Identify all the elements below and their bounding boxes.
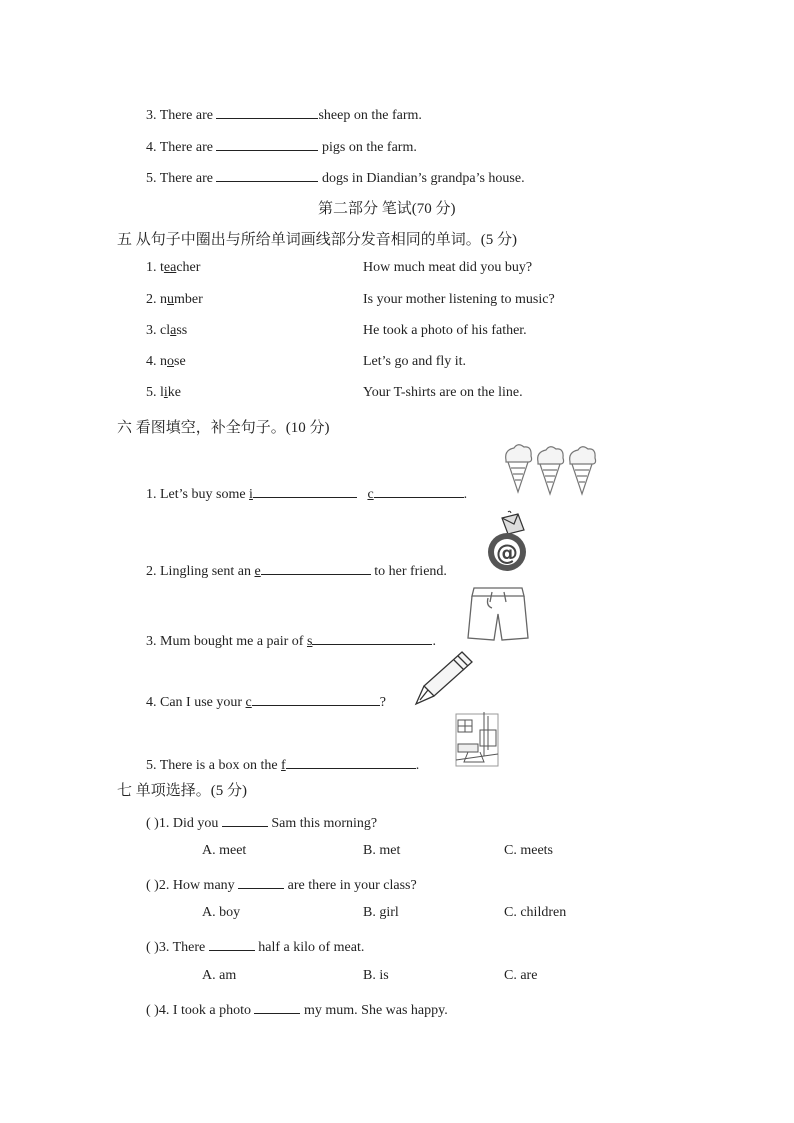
- s7-question-1: ( )1. Did you Sam this morning?: [146, 812, 377, 832]
- s5-sentence-3[interactable]: He took a photo of his father.: [363, 323, 527, 338]
- crayon-icon: [414, 648, 476, 706]
- item-number: 4.: [146, 140, 157, 155]
- s7-q1-option-a[interactable]: A. meet: [202, 843, 247, 858]
- s7-question-4: ( )4. I took a photo my mum. She was happy.: [146, 999, 448, 1019]
- answer-blank[interactable]: [312, 630, 432, 645]
- question-blank: [238, 874, 284, 889]
- sentence-end: dogs in Diandian’s grandpa’s house.: [318, 171, 525, 186]
- item-number: 3.: [146, 108, 157, 123]
- section-5-title: 五 从句子中圈出与所给单词画线部分发音相同的单词。(5 分): [117, 232, 517, 248]
- answer-blank[interactable]: [216, 167, 318, 182]
- underlined-part: a: [170, 323, 177, 338]
- underlined-part: u: [167, 292, 174, 307]
- s7-question-3: ( )3. There half a kilo of meat.: [146, 936, 364, 956]
- s5-word-1: 1. teacher: [146, 260, 201, 275]
- answer-blank[interactable]: [261, 560, 371, 575]
- s5-word-2: 2. number: [146, 292, 203, 307]
- hint-letter: c: [367, 487, 374, 502]
- s7-q3-option-a[interactable]: A. am: [202, 968, 237, 983]
- s7-q2-option-c[interactable]: C. children: [504, 905, 567, 920]
- ice-cream-icon: [500, 442, 600, 496]
- s7-q1-option-b[interactable]: B. met: [363, 843, 401, 858]
- s5-word-5: 5. like: [146, 385, 181, 400]
- sentence-end: sheep on the farm.: [318, 108, 422, 123]
- question-blank: [254, 999, 300, 1014]
- hint-letter: e: [254, 564, 261, 579]
- s7-q1-option-c[interactable]: C. meets: [504, 843, 553, 858]
- s6-item-3: 3. Mum bought me a pair of s .: [146, 630, 436, 650]
- s7-q3-option-c[interactable]: C. are: [504, 968, 538, 983]
- s7-question-2: ( )2. How many are there in your class?: [146, 874, 417, 894]
- answer-blank[interactable]: [286, 754, 416, 769]
- section-6-title: 六 看图填空，补全句子。(10 分): [117, 420, 330, 436]
- s7-q2-option-a[interactable]: A. boy: [202, 905, 241, 920]
- svg-text:@: @: [496, 541, 518, 566]
- answer-blank[interactable]: [216, 104, 318, 119]
- sentence-end: pigs on the farm.: [318, 140, 417, 155]
- section-7-title: 七 单项选择。(5 分): [117, 783, 247, 799]
- shorts-icon: [466, 584, 530, 644]
- listen-item-3: [146, 104, 422, 124]
- item-number: 5.: [146, 171, 157, 186]
- listen-item-4: [146, 136, 417, 156]
- hint-letter: s: [306, 634, 313, 649]
- s5-sentence-4[interactable]: Let’s go and fly it.: [363, 354, 467, 369]
- sentence-start: There are: [159, 108, 217, 123]
- s7-q2-option-b[interactable]: B. girl: [363, 905, 399, 920]
- answer-blank[interactable]: [253, 483, 357, 498]
- ice-cream-cone-2: [538, 447, 564, 494]
- s6-item-4: 4. Can I use your c ?: [146, 691, 386, 711]
- answer-parentheses[interactable]: ( ): [146, 878, 159, 893]
- floor-room-icon: [454, 710, 500, 768]
- question-blank: [222, 812, 268, 827]
- underlined-part: ea: [163, 260, 177, 275]
- s6-item-5: 5. There is a box on the f .: [146, 754, 419, 774]
- ice-cream-cone-3: [570, 447, 596, 494]
- s6-item-2: 2. Lingling sent an e to her friend.: [146, 560, 447, 580]
- s7-q3-option-b[interactable]: B. is: [363, 968, 389, 983]
- question-blank: [209, 936, 255, 951]
- answer-blank[interactable]: [374, 483, 464, 498]
- listen-item-5: [146, 167, 525, 187]
- s5-sentence-2[interactable]: Is your mother listening to music?: [363, 292, 555, 307]
- sentence-start: There are: [159, 140, 217, 155]
- email-icon: [484, 510, 534, 576]
- hint-letter: c: [245, 695, 252, 710]
- hint-letter: i: [249, 487, 253, 502]
- s5-sentence-1[interactable]: How much meat did you buy?: [363, 260, 533, 275]
- answer-parentheses[interactable]: ( ): [146, 816, 159, 831]
- hint-letter: f: [281, 758, 286, 773]
- answer-parentheses[interactable]: ( ): [146, 940, 159, 955]
- ice-cream-cone-1: [506, 445, 532, 492]
- underlined-part: o: [167, 354, 174, 369]
- sentence-start: There are: [159, 171, 217, 186]
- s5-word-3: 3. class: [146, 323, 188, 338]
- underlined-part: i: [163, 385, 168, 400]
- answer-blank[interactable]: [252, 691, 380, 706]
- s5-sentence-5[interactable]: Your T-shirts are on the line.: [363, 385, 523, 400]
- answer-blank[interactable]: [216, 136, 318, 151]
- s5-word-4: 4. nose: [146, 354, 186, 369]
- answer-parentheses[interactable]: ( ): [146, 1003, 159, 1018]
- s6-item-1: 1. Let’s buy some i c .: [146, 483, 467, 503]
- part-two-title: 第二部分 笔试(70 分): [318, 201, 456, 217]
